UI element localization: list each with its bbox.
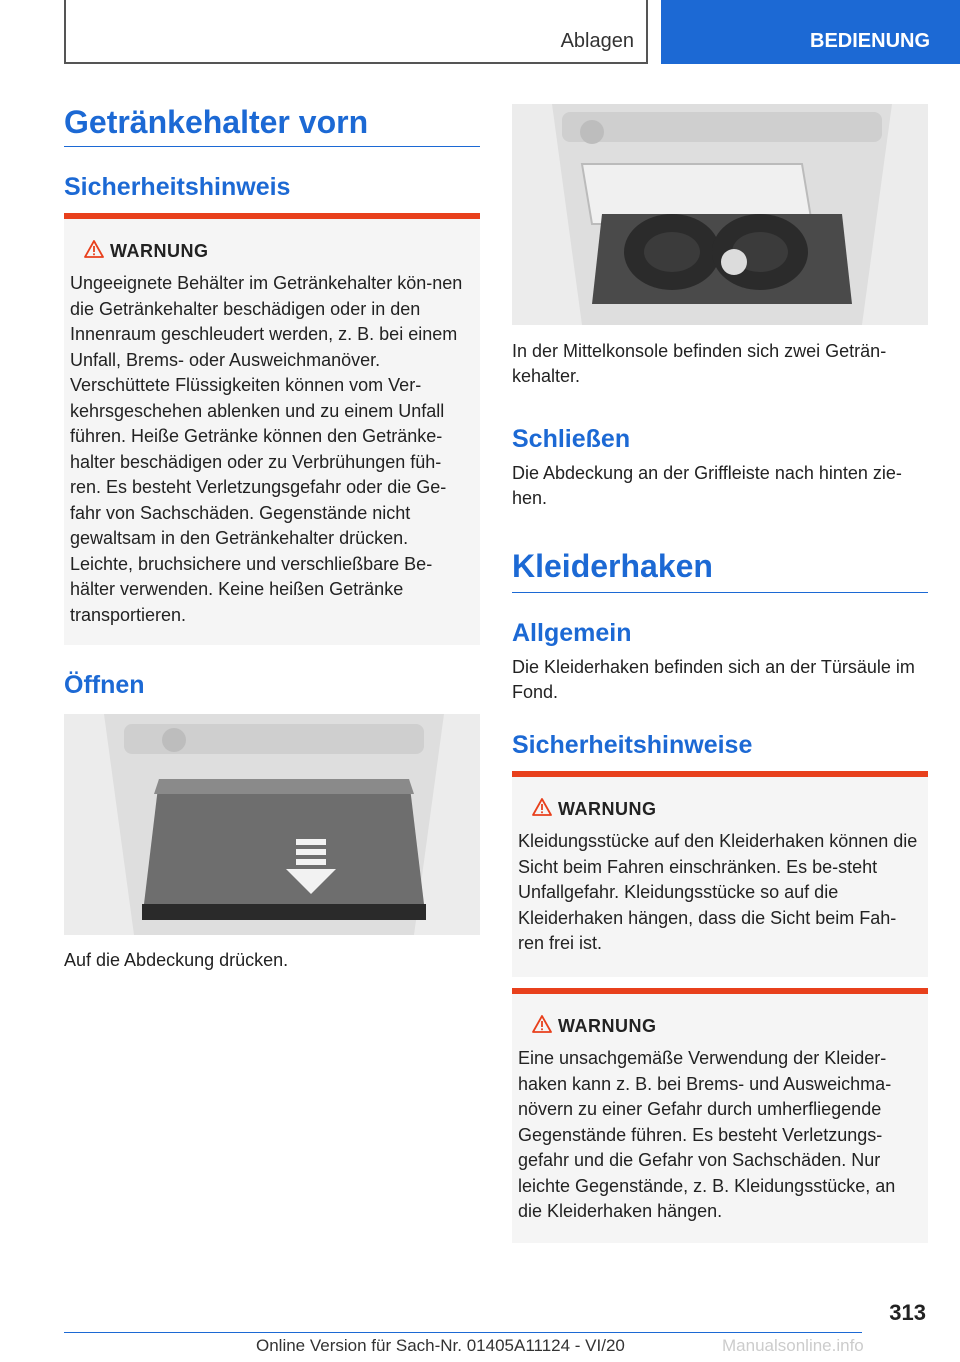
close-heading: Schließen	[512, 425, 631, 453]
hooks-safety-heading: Sicherheitshinweise	[512, 731, 753, 759]
cupholder-illustration	[512, 104, 928, 325]
footer-online-version: Online Version für Sach-Nr. 01405A11124 - VI/20	[256, 1336, 625, 1355]
close-text: Die Abdeckung an der Griffleiste nach hinten zie-hen.	[512, 463, 902, 508]
header-section-label: Ablagen	[560, 30, 634, 52]
general-text: Die Kleiderhaken befinden sich an der Türsäule im Fond.	[512, 657, 915, 702]
warning-text: Ungeeignete Behälter im Getränkehalter kön-nen die Getränkehalter beschädigen oder in den Innenraum geschleudert werden, z. B. bei einem Unfall, Brems- oder Ausweichmanöver. Verschüttete Flüssigkeiten können vom Ver-kehrsgeschehen ablenken und zu einem Unfall führen. Heiße Getränke können den Getränke-halter beschädigen oder zu Verbrühungen füh-ren. Es besteht Verletzungsgefahr oder die Ge-fahr von Sachschäden. Gegenstände nicht gewaltsam in den Getränkehalter drücken. Leichte, bruchsichere und verschließbare Be-hälter verwenden. Keine heißen Getränke transportieren.	[70, 273, 463, 625]
warning-box-hooks-visibility	[512, 771, 928, 977]
console-cover-illustration	[64, 714, 480, 935]
open-heading: Öffnen	[64, 671, 145, 699]
warning-text: Eine unsachgemäße Verwendung der Kleider-haken kann z. B. bei Brems- und Ausweichma-növern zu einer Gefahr durch umherfliegende Gegenstände führen. Es besteht Verletzungs-gefahr und die Gefahr von Sachschäden. Nur leichte Gegenstände, z. B. Kleidungsstücke, an die Kleiderhaken hängen.	[518, 1048, 896, 1221]
photo-cupholders-open	[512, 104, 928, 325]
title-rule	[64, 146, 480, 147]
hooks-title-rule	[512, 592, 928, 593]
page-number: 313	[889, 1300, 926, 1325]
cupholder-caption: In der Mittelkonsole befinden sich zwei Geträn-kehalter.	[512, 341, 887, 386]
photo-press-cover	[64, 714, 480, 935]
header-chapter-label: BEDIENUNG	[810, 30, 931, 52]
hooks-title: Kleiderhaken	[512, 548, 713, 584]
safety-heading: Sicherheitshinweis	[64, 173, 291, 201]
page-title: Getränkehalter vorn	[64, 104, 369, 140]
warning-label: WARNUNG	[558, 799, 657, 819]
warning-box-cupholder	[64, 213, 480, 645]
footer-watermark: Manualsonline.info	[722, 1336, 864, 1355]
warning-label: WARNUNG	[558, 1016, 657, 1036]
warning-triangle-icon	[532, 797, 552, 817]
header-section-tab	[64, 0, 648, 64]
open-caption: Auf die Abdeckung drücken.	[64, 950, 289, 970]
warning-box-hooks-objects	[512, 988, 928, 1243]
warning-label: WARNUNG	[110, 241, 209, 261]
general-heading: Allgemein	[512, 619, 632, 647]
warning-triangle-icon	[84, 239, 104, 259]
header-chapter-tab	[661, 0, 960, 64]
warning-triangle-icon	[532, 1014, 552, 1034]
footer-rule	[64, 1332, 862, 1333]
warning-text: Kleidungsstücke auf den Kleiderhaken können die Sicht beim Fahren einschränken. Es be-steht Unfallgefahr. Kleidungsstücke so auf die Kleiderhaken hängen, dass die Sicht beim Fah-ren frei ist.	[518, 831, 918, 953]
